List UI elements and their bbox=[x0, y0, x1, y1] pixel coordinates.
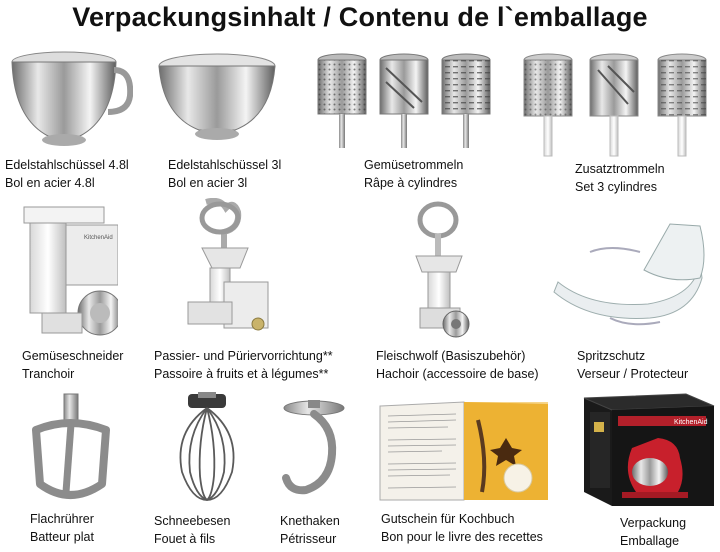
flat-beater-icon bbox=[26, 392, 116, 508]
meat-grinder-icon bbox=[410, 200, 472, 342]
item-fr-label: Emballage bbox=[620, 534, 680, 548]
item-de-label: Verpackung bbox=[620, 516, 687, 530]
item-de-label: Passier- und Püriervorrichtung** bbox=[154, 349, 333, 363]
item-fr-label: Bol en acier 4.8l bbox=[5, 176, 95, 190]
item-de-label: Edelstahlschüssel 3l bbox=[168, 158, 282, 172]
item-fr-label: Pétrisseur bbox=[280, 532, 337, 546]
item-fr-label: Set 3 cylindres bbox=[575, 180, 657, 194]
grater-drums-icon bbox=[312, 52, 497, 152]
extra-drums-icon bbox=[518, 52, 713, 158]
item-fr-label: Passoire à fruits et à légumes** bbox=[154, 367, 329, 381]
steel-bowl-icon bbox=[155, 50, 280, 145]
cookbook-icon bbox=[378, 400, 550, 504]
item-de-label: Zusatztrommeln bbox=[575, 162, 665, 176]
item-fr-label: Hachoir (accessoire de base) bbox=[376, 367, 539, 381]
item-fr-label: Fouet à fils bbox=[154, 532, 216, 546]
packaging-box-icon bbox=[582, 392, 718, 508]
pouring-shield-icon bbox=[550, 222, 710, 334]
item-de-label: Gutschein für Kochbuch bbox=[381, 512, 515, 526]
item-fr-label: Bon pour le livre des recettes bbox=[381, 530, 543, 544]
item-de-label: Schneebesen bbox=[154, 514, 231, 528]
item-fr-label: Verseur / Protecteur bbox=[577, 367, 689, 381]
fruit-strainer-icon bbox=[184, 198, 276, 343]
vegetable-slicer-icon bbox=[18, 205, 118, 337]
page-title: Verpackungsinhalt / Contenu de l`emballage bbox=[72, 2, 648, 32]
item-de-label: Flachrührer bbox=[30, 512, 94, 526]
item-de-label: Spritzschutz bbox=[577, 349, 646, 363]
item-de-label: Knethaken bbox=[280, 514, 340, 528]
item-de-label: Edelstahlschüssel 4.8l bbox=[5, 158, 129, 172]
item-fr-label: Bol en acier 3l bbox=[168, 176, 248, 190]
item-de-label: Gemüseschneider bbox=[22, 349, 124, 363]
item-de-label: Fleischwolf (Basiszubehör) bbox=[376, 349, 526, 363]
item-fr-label: Batteur plat bbox=[30, 530, 94, 544]
wire-whip-icon bbox=[172, 392, 242, 504]
item-de-label: Gemüsetrommeln bbox=[364, 158, 464, 172]
dough-hook-icon bbox=[274, 398, 352, 502]
item-fr-label: Râpe à cylindres bbox=[364, 176, 458, 190]
svg-text:KitchenAid: KitchenAid bbox=[84, 235, 113, 241]
steel-bowl-with-handle-icon bbox=[8, 48, 133, 150]
svg-text:KitchenAid: KitchenAid bbox=[674, 419, 708, 426]
item-fr-label: Tranchoir bbox=[22, 367, 75, 381]
